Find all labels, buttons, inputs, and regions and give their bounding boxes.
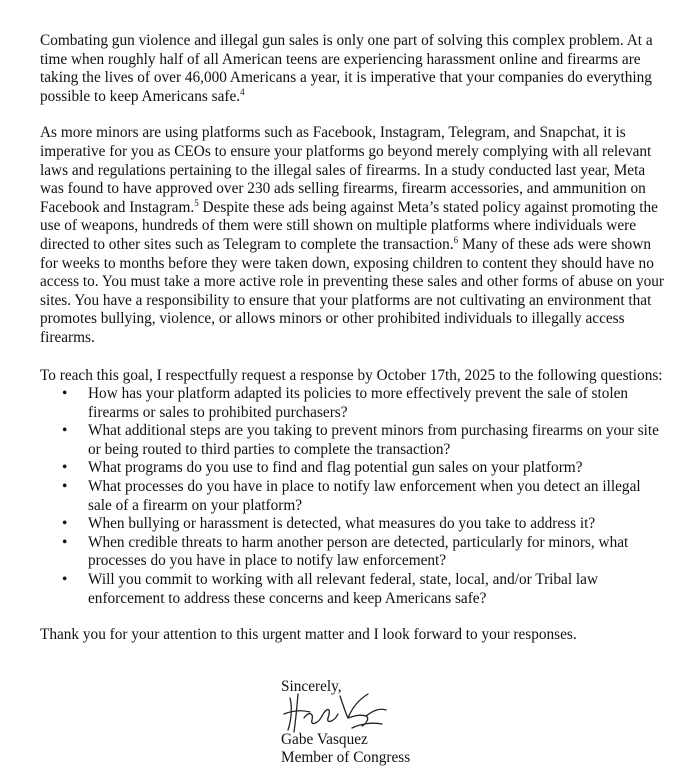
list-item: • What processes do you have in place to notify law enforcement when you detect an illegal sale of a firearm on your platform? [40, 478, 665, 515]
paragraph-closing: Thank you for your attention to this urgent matter and I look forward to your responses. [40, 626, 577, 644]
footnote-ref: 4 [240, 86, 245, 97]
footnote-ref: 5 [194, 197, 199, 208]
questions-list [40, 385, 665, 608]
list-item: • How has your platform adapted its policies to more effectively prevent the sale of stolen firearms or sales to prohibited purchasers? [40, 385, 665, 422]
list-item: • When credible threats to harm another person are detected, particularly for minors, what processes do you have in place to notify law enforcement? [40, 534, 665, 571]
signer-title: Member of Congress [281, 749, 411, 767]
paragraph-intro-text: Combating gun violence and illegal gun sales is only one part of solving this complex problem. At a time when roughly half of all American teens are experiencing harassment online and firearms are taking the lives of over 46,000 Americans a year, it is imperative that your companies do everything possible to keep Americans safe. [40, 32, 653, 105]
paragraph-platforms-text-c: Many of these ads were shown for weeks to months before they were taken down, exposing children to content they should have no access to. You must take a more active role in preventing these sales and other forms of abuse on your sites. You have a responsibility to ensure that your platforms are not cultivating an environment that promotes bullying, violence, or allows minors or other prohibited individuals to illegally access firearms. [40, 235, 665, 346]
paragraph-request: To reach this goal, I respectfully request a response by October 17th, 2025 to the following questions: [40, 366, 663, 384]
paragraph-platforms [40, 124, 665, 347]
list-item: • Will you commit to working with all relevant federal, state, local, and/or Tribal law enforcement to address these concerns and keep Americans safe? [40, 571, 665, 608]
list-item: • What programs do you use to find and flag potential gun sales on your platform? [40, 459, 665, 478]
footnote-ref: 6 [453, 234, 459, 245]
paragraph-platforms-text-b: Despite these ads being against Meta’s stated policy against promoting the use of weapons, hundreds of them were still shown on multiple platforms where individuals were directed to other sites such as Telegram to complete the transaction. [40, 198, 658, 253]
paragraph-platforms-text-a: As more minors are using platforms such as Facebook, Instagram, Telegram, and Snapchat, it is imperative for you as CEOs to ensure your platforms go beyond merely complying with all relevant laws and regulations pertaining to the illegal sales of firearms. In a study conducted last year, Meta was found to have approved over 230 ads selling firearms, firearm accessories, and ammunition on Facebook and Instagram. [40, 124, 652, 216]
letter-body [40, 32, 665, 645]
valediction: Sincerely, [281, 678, 342, 695]
paragraph-intro [40, 32, 665, 106]
signer-name: Gabe Vasquez [281, 730, 368, 748]
list-item: • When bullying or harassment is detected, what measures do you take to address it? [40, 515, 665, 534]
handwritten-signature [282, 688, 392, 738]
list-item: • What additional steps are you taking to prevent minors from purchasing firearms on your site or being routed to third parties to complete the transaction? [40, 422, 665, 459]
